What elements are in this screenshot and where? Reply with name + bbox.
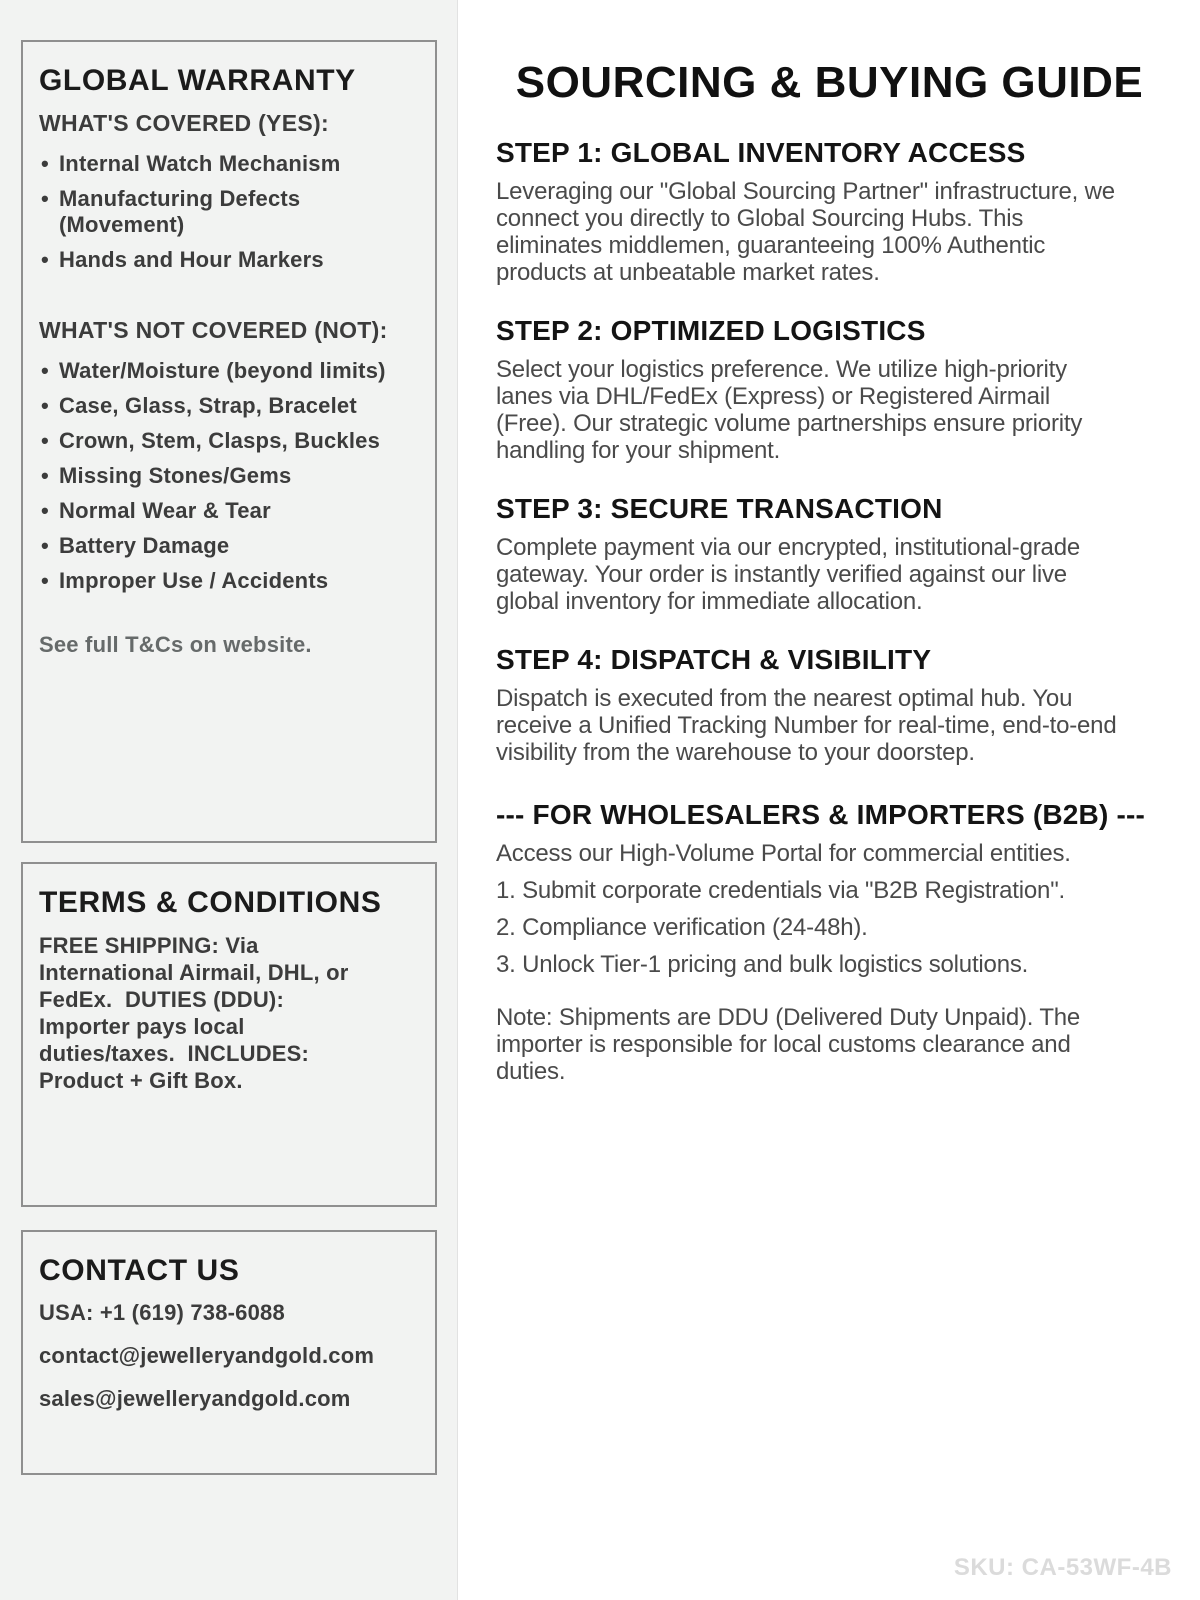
list-item: • Internal Watch Mechanism	[39, 151, 419, 177]
step-3-heading: STEP 3: SECURE TRANSACTION	[496, 493, 943, 524]
covered-title: WHAT'S COVERED (YES):	[39, 110, 329, 136]
terms-body: FREE SHIPPING: Via International Airmail, DHL, or FedEx. DUTIES (DDU): Importer pays local duties/taxes. INCLUDES: Product + Gift Box.	[39, 933, 355, 1093]
step-2-body: Select your logistics preference. We utilize high-priority lanes via DHL/FedEx (Express) or Registered Airmail (Free). Our strategic volume partnerships ensure priority handling for your shipment.	[496, 356, 1083, 464]
warranty-panel	[21, 40, 437, 843]
terms-panel	[21, 862, 437, 1207]
page-title: SOURCING & BUYING GUIDE	[515, 58, 1144, 107]
not-covered-title: WHAT'S NOT COVERED (NOT):	[39, 317, 388, 343]
b2b-heading: --- FOR WHOLESALERS & IMPORTERS (B2B) ---	[496, 799, 1146, 830]
step-4-section	[496, 644, 1160, 766]
list-item: • Manufacturing Defects (Movement)	[39, 186, 419, 238]
b2b-note: Note: Shipments are DDU (Delivered Duty Unpaid). The importer is responsible for local customs clearance and duties.	[496, 1004, 1081, 1085]
b2b-item-1: 1. Submit corporate credentials via "B2B Registration".	[496, 877, 1065, 904]
step-1-body: Leveraging our "Global Sourcing Partner" infrastructure, we connect you directly to Global Sourcing Hubs. This eliminates middlemen, guaranteeing 100% Authentic products at unbeatable market rates.	[496, 178, 1115, 286]
step-2-heading: STEP 2: OPTIMIZED LOGISTICS	[496, 315, 926, 346]
main-column	[459, 0, 1200, 1600]
list-item: • Case, Glass, Strap, Bracelet	[39, 393, 419, 419]
list-item: • Battery Damage	[39, 533, 419, 559]
list-item: • Water/Moisture (beyond limits)	[39, 358, 419, 384]
b2b-section	[496, 799, 1160, 1085]
step-2-section	[496, 315, 1160, 464]
contact-phone: USA: +1 (619) 738-6088	[39, 1300, 285, 1325]
step-4-heading: STEP 4: DISPATCH & VISIBILITY	[496, 644, 932, 675]
list-item: • Missing Stones/Gems	[39, 463, 419, 489]
contact-email: contact@jewelleryandgold.com	[39, 1343, 375, 1368]
covered-list	[39, 151, 419, 273]
list-item: • Normal Wear & Tear	[39, 498, 419, 524]
warranty-title: GLOBAL WARRANTY	[39, 64, 356, 97]
list-item: • Improper Use / Accidents	[39, 568, 419, 594]
guide-content	[459, 137, 1200, 1085]
warranty-footnote: See full T&Cs on website.	[39, 632, 312, 657]
terms-title: TERMS & CONDITIONS	[39, 886, 382, 919]
contact-title: CONTACT US	[39, 1254, 240, 1287]
step-3-section	[496, 493, 1160, 615]
step-3-body: Complete payment via our encrypted, institutional-grade gateway. Your order is instantly verified against our live global inventory for immediate allocation.	[496, 534, 1080, 615]
step-4-body: Dispatch is executed from the nearest optimal hub. You receive a Unified Tracking Number for real-time, end-to-end visibility from the warehouse to your doorstep.	[496, 685, 1117, 766]
list-item: • Crown, Stem, Clasps, Buckles	[39, 428, 419, 454]
list-item: • Hands and Hour Markers	[39, 247, 419, 273]
b2b-intro: Access our High-Volume Portal for commercial entities.	[496, 840, 1071, 867]
b2b-item-2: 2. Compliance verification (24-48h).	[496, 914, 868, 941]
not-covered-list	[39, 358, 419, 594]
b2b-item-3: 3. Unlock Tier-1 pricing and bulk logistics solutions.	[496, 951, 1029, 978]
sku-label: SKU: CA-53WF-4B	[953, 1554, 1172, 1581]
sidebar	[0, 0, 458, 1600]
step-1-section	[496, 137, 1160, 286]
step-1-heading: STEP 1: GLOBAL INVENTORY ACCESS	[496, 137, 1026, 168]
contact-panel	[21, 1230, 437, 1475]
sales-email: sales@jewelleryandgold.com	[39, 1386, 351, 1411]
